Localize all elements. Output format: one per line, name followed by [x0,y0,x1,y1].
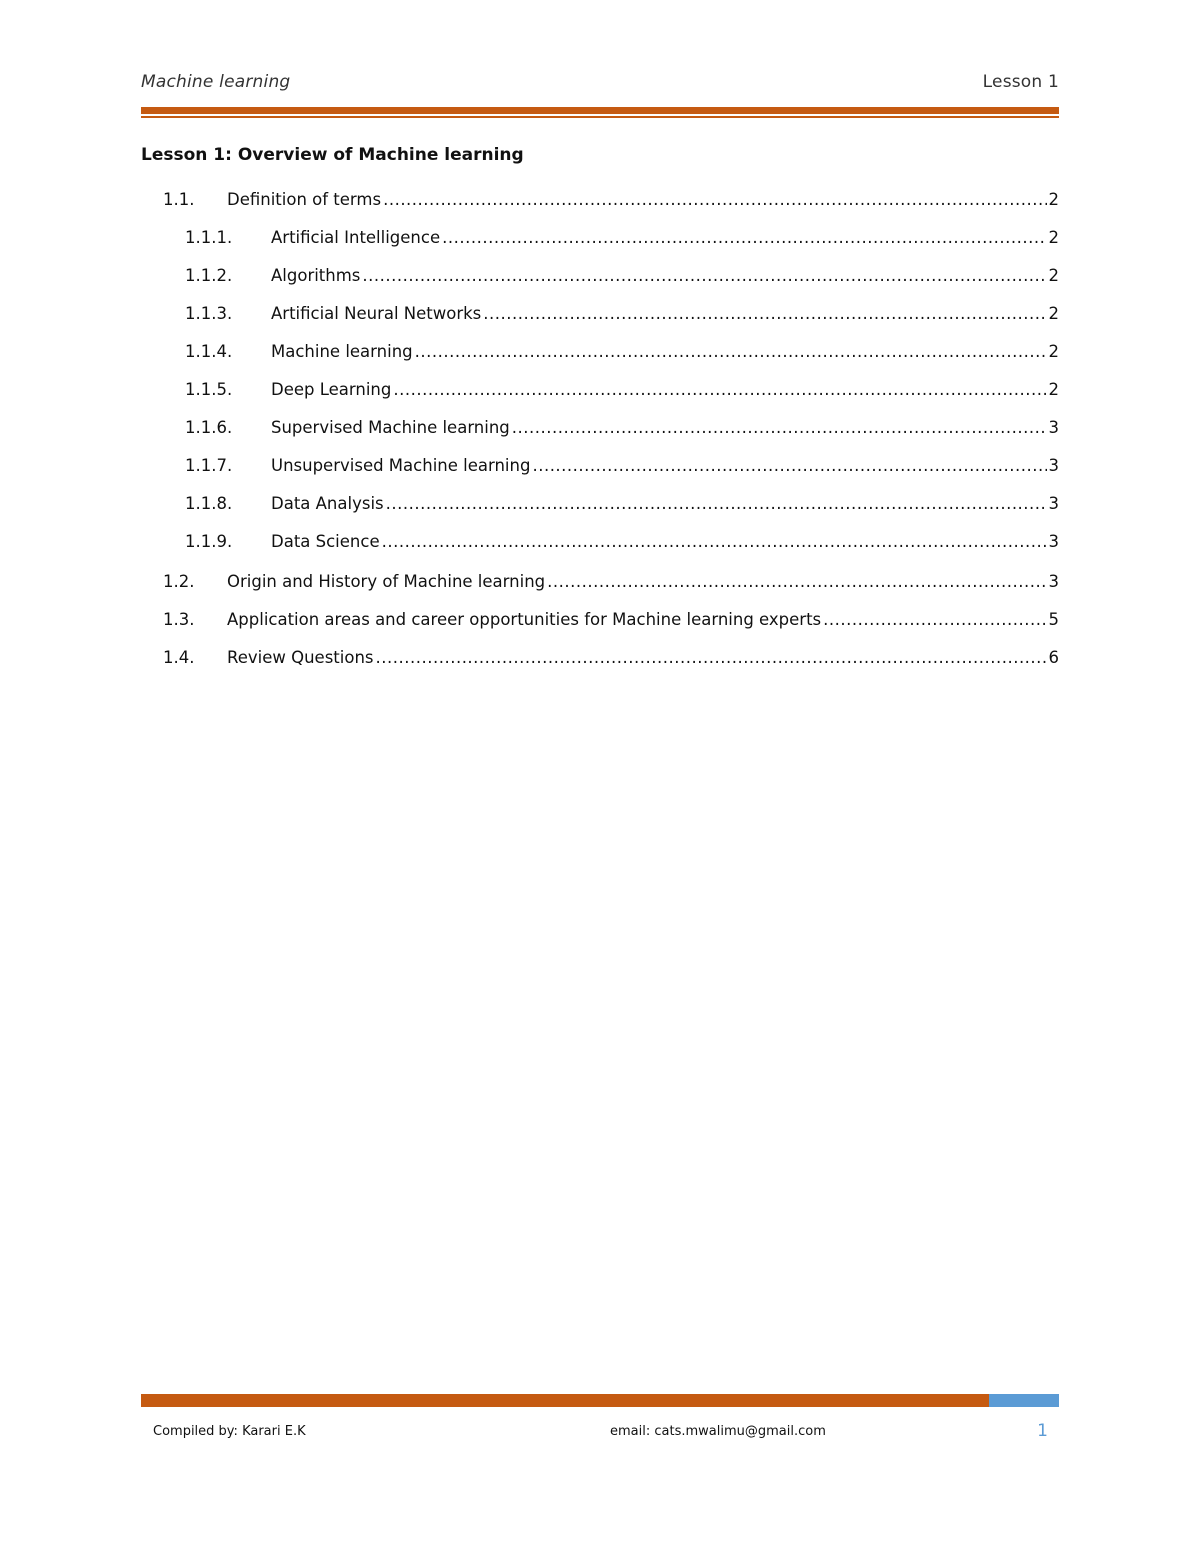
toc-entry-title: Supervised Machine learning [271,418,510,437]
toc-entry-1-1[interactable] [163,187,1059,213]
toc-entry-page: 3 [1048,532,1059,551]
toc-entry-title: Artificial Neural Networks [271,304,482,323]
toc-entry-1-3[interactable] [163,607,1059,633]
toc-entry-number: 1.1. [163,190,195,209]
lesson-title: Lesson 1: Overview of Machine learning [141,145,524,165]
toc-entry-number: 1.1.1. [185,228,233,247]
toc-entry-1-1-9[interactable] [185,529,1059,555]
toc-entry-1-1-7[interactable] [185,453,1059,479]
toc-entry-title: Definition of terms [227,190,382,209]
toc-entry-page: 2 [1048,190,1059,209]
toc-entry-number: 1.1.6. [185,418,233,437]
toc-entry-page: 3 [1048,456,1059,475]
toc-entry-page: 3 [1048,418,1059,437]
toc-entry-number: 1.1.5. [185,380,233,399]
toc-leader-dots [823,607,1046,633]
toc-entry-page: 2 [1048,304,1059,323]
footer-compiled-by: Compiled by: Karari E.K [153,1424,306,1439]
toc-leader-dots [362,263,1046,289]
footer-divider-blue [989,1394,1059,1407]
header-divider-thick [141,107,1059,114]
toc-entry-page: 2 [1048,228,1059,247]
toc-entry-1-1-4[interactable] [185,339,1059,365]
toc-entry-1-1-5[interactable] [185,377,1059,403]
toc-leader-dots [512,415,1047,441]
header-divider-thin [141,116,1059,118]
toc-leader-dots [382,529,1047,555]
toc-entry-title: Deep Learning [271,380,392,399]
toc-entry-number: 1.4. [163,648,195,667]
toc-leader-dots [442,225,1046,251]
toc-entry-page: 3 [1048,494,1059,513]
toc-entry-title: Artificial Intelligence [271,228,441,247]
toc-entry-number: 1.1.4. [185,342,233,361]
toc-entry-title: Review Questions [227,648,374,667]
toc-entry-page: 2 [1048,380,1059,399]
toc-leader-dots [386,491,1047,517]
toc-entry-title: Application areas and career opportunities for Machine learning experts [227,610,822,629]
toc-entry-1-2[interactable] [163,569,1059,595]
toc-entry-number: 1.1.8. [185,494,233,513]
toc-entry-1-1-3[interactable] [185,301,1059,327]
toc-entry-page: 2 [1048,266,1059,285]
toc-entry-1-4[interactable] [163,645,1059,671]
toc-entry-title: Data Analysis [271,494,384,513]
toc-entry-number: 1.1.3. [185,304,233,323]
toc-entry-1-1-6[interactable] [185,415,1059,441]
toc-leader-dots [383,187,1046,213]
toc-entry-page: 3 [1048,572,1059,591]
toc-leader-dots [532,453,1046,479]
toc-entry-number: 1.1.9. [185,532,233,551]
footer-email: email: cats.mwalimu@gmail.com [610,1424,826,1439]
toc-entry-title: Algorithms [271,266,361,285]
toc-entry-number: 1.1.7. [185,456,233,475]
toc-leader-dots [483,301,1046,327]
toc-entry-1-1-8[interactable] [185,491,1059,517]
toc-entry-page: 5 [1048,610,1059,629]
toc-leader-dots [393,377,1046,403]
toc-entry-title: Unsupervised Machine learning [271,456,531,475]
toc-leader-dots [376,645,1047,671]
header-divider [141,107,1059,118]
toc-entry-1-1-1[interactable] [185,225,1059,251]
toc-entry-number: 1.3. [163,610,195,629]
page-number: 1 [1037,1421,1048,1441]
header-document-title: Machine learning [141,72,291,92]
footer-divider [141,1394,1059,1407]
toc-leader-dots [415,339,1047,365]
header-lesson-label: Lesson 1 [982,72,1059,92]
toc-leader-dots [547,569,1046,595]
footer-divider-orange [141,1394,989,1407]
toc-entry-title: Data Science [271,532,380,551]
toc-entry-number: 1.1.2. [185,266,233,285]
toc-entry-page: 6 [1048,648,1059,667]
toc-entry-title: Origin and History of Machine learning [227,572,546,591]
toc-entry-title: Machine learning [271,342,413,361]
toc-entry-number: 1.2. [163,572,195,591]
toc-entry-page: 2 [1048,342,1059,361]
toc-entry-1-1-2[interactable] [185,263,1059,289]
